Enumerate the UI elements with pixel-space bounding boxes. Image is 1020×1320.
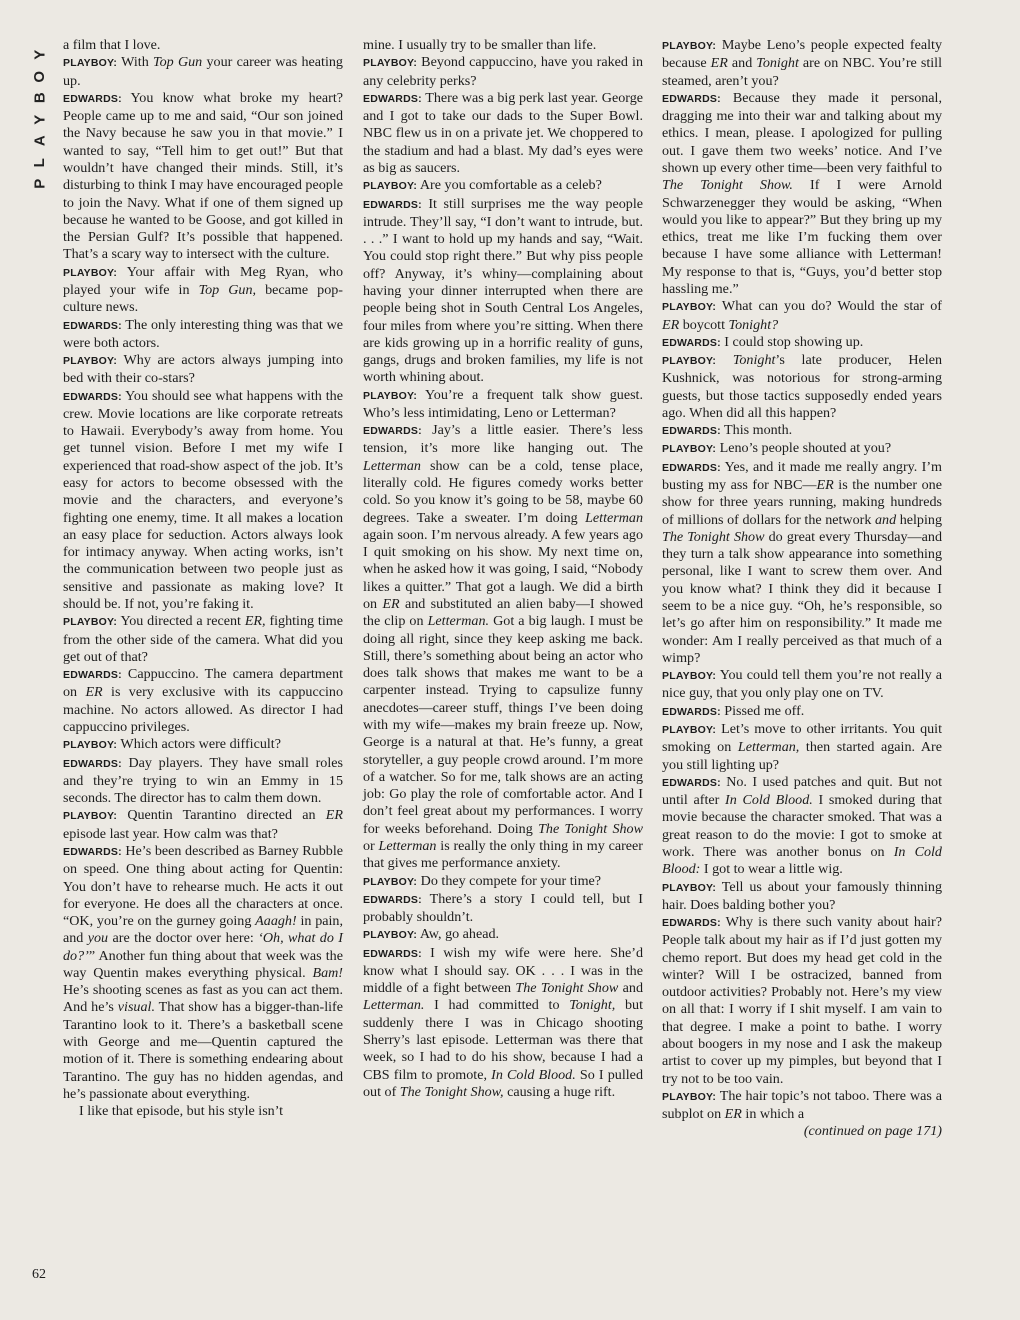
italic-text: Top Gun [153, 54, 203, 71]
interview-paragraph [363, 177, 643, 195]
body-text: causing a huge rift. [503, 1083, 616, 1100]
speaker-label: EDWARDS: [662, 92, 721, 105]
speaker-label: PLAYBOY: [662, 40, 717, 52]
magazine-name-letter: O [31, 70, 49, 83]
italic-text: Bam! [312, 964, 343, 981]
speaker-label: EDWARDS: [63, 845, 122, 858]
speaker-label: PLAYBOY: [662, 443, 717, 456]
speaker-label: PLAYBOY: [63, 266, 118, 279]
body-text: I had committed to [424, 997, 570, 1014]
body-text: Why are actors always jumping into bed with their co-stars? [63, 352, 343, 387]
body-text: but suddenly there I was in Chicago shooting Sherry’s last episode. Letterman was there that week, so I had to do his show, because I had a CBS film to promote, [363, 997, 643, 1083]
italic-text: (continued on page 171) [803, 1123, 942, 1140]
italic-text: Tonight, [569, 997, 616, 1014]
interview-paragraph [662, 352, 942, 422]
speaker-label: PLAYBOY: [662, 1090, 717, 1103]
interview-paragraph [63, 90, 343, 264]
speaker-label: EDWARDS: [363, 425, 422, 438]
body-text: Pissed me off. [720, 702, 805, 719]
interview-paragraph [662, 774, 942, 879]
italic-text: ER [382, 596, 400, 612]
interview-paragraph [363, 926, 643, 944]
body-text: Which actors were difficult? [117, 736, 281, 753]
italic-text: Letterman [363, 457, 421, 474]
text-column-3 [662, 37, 942, 1141]
body-text: Day players. They have small roles and they’re trying to win an Emmy in 15 seconds. The director has to calm them down. [63, 754, 343, 807]
body-text: It still surprises me the way people intrude. They’ll say, “I don’t want to intrude, but. . . .” I want to hold up my hands and say, “Wait. You could stop right there.” But why piss people off? Anyway, it’s whiny—complaining about having your dinner interrupted when there are people being shot in South Central Los Angeles, four miles from where you’re sitting. When there are kids growing up in a horrific reality of guns, gangs, drugs and broken families, my life is not worth whining about. [363, 195, 643, 386]
italic-text: Tonight [756, 55, 799, 72]
speaker-label: EDWARDS: [363, 198, 422, 211]
speaker-label: PLAYBOY: [662, 301, 717, 314]
body-text: I got to wear a little wig. [700, 861, 843, 878]
italic-text: you [87, 930, 109, 947]
body-text: ’s late producer, Helen Kushnick, was notorious for strong-arming guests, but those tactics supposedly ended years ago. When did all this happen? [662, 352, 942, 421]
interview-paragraph [662, 459, 942, 667]
speaker-label: PLAYBOY: [63, 57, 118, 70]
speaker-label: EDWARDS: [363, 92, 422, 105]
body-text: There’s a story I could tell, but I probably shouldn’t. [363, 890, 643, 926]
body-text: This month. [720, 422, 793, 439]
speaker-label: EDWARDS: [662, 336, 721, 349]
body-text [716, 352, 733, 368]
body-text: Tell us about your famously thinning hair. Does balding bother you? [662, 878, 942, 913]
italic-text: Letterman [378, 837, 437, 854]
italic-text: In Cold Blood. [725, 792, 813, 809]
body-text: and [727, 55, 757, 72]
italic-text: ER [724, 1106, 742, 1123]
text-paragraph [63, 1103, 343, 1120]
speaker-label: PLAYBOY: [63, 355, 118, 368]
body-text: Why is there such vanity about hair? People talk about my hair as if I’d just gotten my chemo report. But does my head get cold in the winter? Will I be ostracized, banned from outdoor activities? Probably not. Here’s my view on all that: I worry if I shit myself. I am vain to that degree. I make a point to bathe. I worry about boogers in my nose and I ask the makeup artist to cover up my pimples, but beyond that I try not to be too vain. [662, 914, 942, 1087]
body-text: So I pulled out of [363, 1066, 643, 1100]
speaker-label: PLAYBOY: [363, 875, 418, 888]
body-text: Because they made it personal, dragging me into their war and talking about my ethics. I mean, please. I apologized for pulling out. I gave them two weeks’ notice. And I’ve shown up every other time—been very faithful to [662, 89, 942, 176]
interview-paragraph [662, 90, 942, 298]
italic-text: In Cold Blood: [662, 843, 942, 878]
interview-paragraph [63, 807, 343, 843]
body-text: What can you do? Would the star of [716, 298, 942, 315]
speaker-label: EDWARDS: [662, 776, 721, 789]
italic-text: ER [816, 477, 834, 494]
interview-paragraph [662, 914, 942, 1088]
interview-paragraph [363, 54, 643, 90]
interview-paragraph [662, 334, 942, 352]
body-text: Do they compete for your time? [417, 872, 602, 889]
italic-text: ER [325, 807, 343, 824]
body-text: Your affair with Meg Ryan, who played your wife in [63, 263, 343, 298]
body-text: your career was heating up. [63, 54, 343, 89]
italic-text: Letterman. [363, 997, 425, 1014]
speaker-label: EDWARDS: [662, 705, 721, 718]
interview-paragraph [363, 387, 643, 423]
italic-text: ER [662, 316, 680, 333]
italic-text: visual. [117, 999, 155, 1016]
speaker-label: EDWARDS: [63, 390, 122, 403]
italic-text: ‘Oh, what do I do?’ [63, 930, 343, 964]
body-text: Yes, and it made me really angry. I’m busting my ass for NBC— [662, 458, 942, 494]
body-text: ” Another fun thing about that week was the way Quentin makes everything physical. [63, 947, 343, 981]
body-text: are the doctor over here: [108, 930, 259, 947]
body-text: is very exclusive with its cappuccino machine. No actors allowed. As director I had cappuccino privileges. [63, 684, 343, 735]
body-text: or [363, 837, 379, 854]
speaker-label: PLAYBOY: [363, 57, 418, 70]
interview-paragraph [63, 388, 343, 614]
interview-paragraph [363, 90, 643, 177]
body-text: is really the only thing in my career that gives me performance anxiety. [363, 837, 643, 872]
body-text: in pain, and [63, 913, 343, 947]
body-text: Cappuccino. The camera department on [63, 666, 343, 701]
interview-paragraph [662, 879, 942, 915]
body-text: show can be a cold, tense place, literally cold. He figures comedy works better cold. So you know it’s going to be 58, maybe 60 degrees. Take a sweater. I’m doing [363, 457, 643, 526]
interview-paragraph [363, 196, 643, 387]
body-text: and substituted an alien baby—I showed the clip on [363, 596, 644, 630]
interview-paragraph [63, 317, 343, 353]
body-text: do great every Thursday—and they turn a talk show appearance into something personal, like I want to screw them over. And you know what? I think they did it because I seem to be a nice guy. “Oh, he’s responsible, so let’s go after him on responsibility.” It made me wonder: Am I really perceived as that much of a wimp? [662, 528, 942, 666]
text-column-1 [63, 37, 343, 1120]
body-text: I could stop showing up. [720, 333, 864, 350]
italic-text: and [874, 511, 897, 528]
body-text: and [618, 980, 643, 997]
interview-paragraph [63, 54, 343, 90]
body-text: If I were Arnold Schwarzenegger they would be asking, “When would you like to appear?” But they bring up my ethics, treat me like I’m fucking them over because I have some alliance with Letterman! My response to that is, “Guys, you’d better stop hassling me.” [662, 177, 942, 297]
speaker-label: EDWARDS: [363, 947, 422, 960]
italic-text: ER, [244, 613, 266, 630]
speaker-label: EDWARDS: [662, 461, 721, 474]
body-text: That show has a bigger-than-life Tarantino look to it. There’s a basketball scene with George and me—Quentin captured the motion of it. There is something endearing about Tarantino. The guy has no hidden agendas, and he’s passionate about everything. [63, 999, 343, 1102]
speaker-label: PLAYBOY: [63, 739, 118, 752]
magazine-name-letter: Y [31, 49, 49, 60]
italic-text: ER [710, 55, 728, 72]
interview-paragraph [63, 755, 343, 808]
speaker-label: PLAYBOY: [662, 723, 717, 736]
body-text: You could tell them you’re not really a nice guy, that you only play one on TV. [662, 667, 942, 702]
interview-paragraph [363, 945, 643, 1102]
speaker-label: PLAYBOY: [662, 355, 717, 368]
body-text: He’s been described as Barney Rubble on speed. One thing about acting for Quentin: You don’t have to rehearse much. He acts it out for everyone. He does all the characters at once. “OK, you’re on the gurney going [63, 842, 343, 930]
page-number: 62 [32, 1267, 46, 1282]
magazine-name-letter: A [31, 135, 49, 147]
interview-paragraph [63, 613, 343, 666]
interview-paragraph [662, 703, 942, 721]
speaker-label: EDWARDS: [63, 92, 122, 105]
magazine-name-letter: L [31, 157, 49, 167]
body-text: Quentin Tarantino directed an [117, 807, 326, 824]
speaker-label: PLAYBOY: [363, 180, 418, 193]
body-text: You should see what happens with the crew. Movie locations are like corporate retreats to Hawaii. Everybody’s away from home. You get tunnel vision. Before I met my wife I experienced that road-show aspect of the job. It’s easy for actors to become obsessed with the movie and the characters, and everyone’s fighting one enemy, time. It all makes a location an easy place for seduction. Actors always look for intimacy anyway. When acting works, isn’t the communication between two people just as sensitive and passionate as making love? It should be. If not, you’re faking it. [63, 387, 343, 612]
speaker-label: EDWARDS: [63, 669, 122, 682]
italic-text: Letterman [585, 509, 643, 526]
speaker-label: EDWARDS: [63, 319, 122, 332]
text-column-2 [363, 37, 643, 1101]
italic-text: The Tonight Show [662, 528, 765, 545]
speaker-label: EDWARDS: [662, 917, 721, 930]
interview-paragraph [363, 873, 643, 891]
body-text: I like that episode, but his style isn’t [79, 1103, 284, 1120]
body-text: helping [896, 511, 942, 528]
body-text: mine. I usually try to be smaller than life. [363, 37, 597, 53]
body-text: You know what broke my heart? People came up to me and said, “Our son joined the Navy because he saw you in that movie.” I wanted to say, “Tell him to get out!” But that wouldn’t have changed their minds. Still, it’s disturbing to think I may have encouraged people to join the Navy. What if one of them signed up because he wanted to be Goose, and got killed in the Persian Gulf? It’s possible that happened. That’s a scary way to intersect with the culture. [63, 89, 343, 263]
body-text: Maybe Leno’s people expected fealty because [662, 37, 942, 72]
speaker-label: PLAYBOY: [662, 881, 717, 894]
speaker-label: EDWARDS: [363, 893, 422, 906]
speaker-label: EDWARDS: [662, 425, 721, 438]
italic-text: Letterman, [737, 739, 800, 756]
body-text: became pop-culture news. [63, 281, 343, 316]
body-text: fighting time from the other side of the camera. What did you get out of that? [63, 613, 343, 665]
body-text: boycott [679, 316, 729, 333]
body-text: then started again. Are you still lighting up? [662, 739, 942, 773]
italic-text: The Tonight Show, [399, 1083, 504, 1100]
body-text: Jay’s a little easier. There’s less tension, it’s more like hanging out. The [363, 422, 643, 457]
text-paragraph [662, 1123, 942, 1140]
body-text: You directed a recent [117, 613, 245, 630]
magazine-name-letter: P [31, 178, 49, 189]
italic-text: Tonight? [728, 316, 779, 333]
body-text: Let’s move to other irritants. You quit smoking on [662, 720, 942, 756]
body-text: I wish my wife were here. She’d know what I should say. OK . . . I was in the middle of a fight between [363, 944, 643, 997]
body-text: again soon. I’m nervous already. A few years ago I quit smoking on his show. My next time on, when he asked how it was going, I said, “Nobody likes a quitter.” That got a laugh. We did a birth on [363, 526, 643, 612]
magazine-name-sidebar [28, 44, 52, 195]
interview-paragraph [662, 298, 942, 334]
body-text: The hair topic’s not taboo. There was a subplot on [662, 1087, 942, 1123]
interview-paragraph [363, 422, 643, 872]
interview-paragraph [363, 891, 643, 927]
interview-paragraph [63, 264, 343, 317]
body-text: The only interesting thing was that we were both actors. [63, 316, 343, 351]
interview-paragraph [662, 422, 942, 440]
italic-text: Tonight [732, 352, 776, 369]
body-text: There was a big perk last year. George and I got to take our dads to the Super Bowl. NBC flew us in on a private jet. We choppered to the stadium and had a blast. My dad’s eyes were as big as saucers. [363, 89, 643, 176]
interview-paragraph [63, 843, 343, 1103]
body-text: With [117, 54, 154, 71]
speaker-label: PLAYBOY: [662, 670, 717, 683]
interview-paragraph [662, 1088, 942, 1124]
text-paragraph [63, 37, 343, 54]
body-text: Leno’s people shouted at you? [716, 440, 892, 457]
text-paragraph [363, 37, 643, 54]
body-text: Beyond cappuccino, have you raked in any celebrity perks? [363, 54, 643, 89]
body-text: are on NBC. You’re still steamed, aren’t you? [662, 55, 942, 89]
body-text: I smoked during that movie because the character smoked. That was a great reason to do the movie: I got to smoke at work. There was another bonus on [662, 792, 943, 860]
body-text: a film that I love. [63, 37, 161, 53]
body-text: Got a big laugh. I must be doing all right, since they keep asking me back. Still, there’s something about being an actor who does talk shows that makes me want to be a carpenter instead. Trying to capsulize funny anecdotes—career stuff, things I’ve been doing with my wife—makes my brain freeze up. Now, George is a natural at that. He’s funny, a great storyteller, a guy people crowd around. I’m more of a watcher. So for me, talk shows are an acting job: Go play the role of comfortable actor. And I don’t feel great about my performances. I worry for weeks beforehand. Doing [363, 613, 643, 837]
interview-paragraph [662, 721, 942, 774]
body-text: Are you comfortable as a celeb? [417, 177, 602, 194]
body-text: You’re a frequent talk show guest. Who’s less intimidating, Leno or Letterman? [363, 386, 643, 421]
interview-paragraph [63, 736, 343, 754]
italic-text: In Cold Blood. [491, 1066, 576, 1083]
body-text: Aw, go ahead. [417, 926, 500, 943]
italic-text: The Tonight Show [538, 820, 643, 837]
body-text: is the number one show for three years running, making hundreds of millions of dollars for the network [662, 477, 942, 528]
body-text: He’s shooting scenes as fast as you can act them. And he’s [63, 982, 343, 1016]
interview-paragraph [662, 667, 942, 703]
italic-text: The Tonight Show [515, 980, 619, 997]
magazine-name-letter: Y [31, 114, 49, 125]
body-text: No. I used patches and quit. But not until after [662, 773, 942, 809]
body-text: in which a [741, 1106, 805, 1123]
interview-paragraph [662, 37, 942, 90]
speaker-label: PLAYBOY: [363, 389, 418, 402]
interview-paragraph [63, 666, 343, 736]
italic-text: Aaagh! [255, 913, 297, 930]
body-text: episode last year. How calm was that? [63, 825, 278, 842]
magazine-name-letter: B [31, 92, 49, 104]
italic-text: ER [85, 684, 103, 701]
speaker-label: EDWARDS: [63, 757, 122, 770]
speaker-label: PLAYBOY: [63, 616, 118, 629]
italic-text: Top Gun, [198, 281, 257, 298]
speaker-label: PLAYBOY: [63, 810, 118, 823]
italic-text: The Tonight Show. [662, 177, 793, 194]
interview-paragraph [662, 440, 942, 458]
speaker-label: PLAYBOY: [363, 929, 418, 942]
interview-paragraph [63, 352, 343, 388]
italic-text: Letterman. [427, 613, 490, 630]
